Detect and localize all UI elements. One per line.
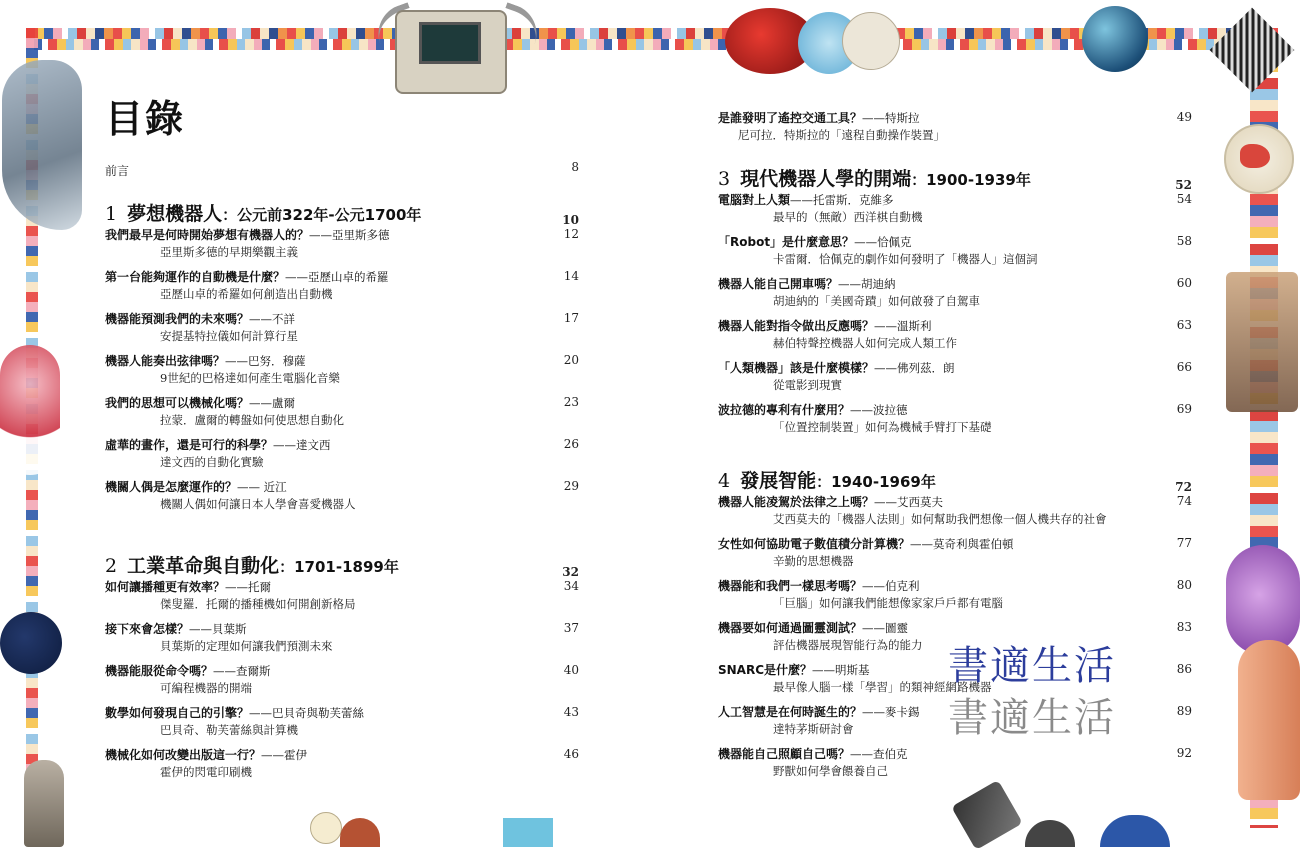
- entry-subtitle: 艾西莫夫的「機器人法則」如何幫助我們想像一個人機共存的社會: [773, 512, 1107, 526]
- entry-subtitle: 可編程機器的開端: [160, 681, 252, 695]
- entry-author: ——巴努．穆薩: [225, 354, 306, 368]
- entry-subtitle: 赫伯特聲控機器人如何完成人類工作: [773, 336, 957, 350]
- entry-subtitle: 從電影到現實: [773, 378, 842, 392]
- page-number: 63: [1176, 318, 1192, 332]
- page-number: 10: [562, 213, 579, 227]
- chapter-number: 2: [105, 555, 118, 577]
- machine-part-illustration: [340, 818, 380, 847]
- entry-author: ——伯克利: [862, 579, 920, 593]
- entry-title: 機器人能對指令做出反應嗎？: [718, 319, 875, 333]
- toc-entry[interactable]: [718, 110, 1198, 143]
- toc-entry[interactable]: [718, 746, 1198, 779]
- page-number: 66: [1176, 360, 1192, 374]
- globe-illustration: [1100, 815, 1170, 847]
- chapter-title: 現代機器人學的開端: [740, 168, 912, 190]
- page-number: 40: [563, 663, 579, 677]
- entry-subtitle: 傑叟羅．托爾的播種機如何開創新格局: [160, 597, 356, 611]
- entry-author: ——艾西莫夫: [874, 495, 944, 509]
- entry-author: ——特斯拉: [862, 111, 920, 125]
- toc-entry-preface[interactable]: [105, 160, 585, 180]
- toc-entry[interactable]: [718, 234, 1198, 267]
- page-number: 83: [1176, 620, 1192, 634]
- wheel-illustration: [1025, 820, 1075, 847]
- entry-author: ——波拉德: [850, 403, 908, 417]
- entry-title: 數學如何發現自己的引擎？: [105, 706, 250, 720]
- page-number: 60: [1176, 276, 1192, 290]
- toc-entry[interactable]: [718, 536, 1198, 569]
- entry-author: ——霍伊: [261, 748, 308, 762]
- entry-title: 電腦對上人類: [718, 193, 791, 207]
- entry-subtitle: 達特茅斯研討會: [773, 722, 854, 736]
- toc-entry[interactable]: [718, 402, 1198, 435]
- page-number: 58: [1176, 234, 1192, 248]
- entry-title: 機器人能奏出弦律嗎？: [105, 354, 226, 368]
- maze-illustration: [1210, 8, 1295, 93]
- page-number: 26: [563, 437, 579, 451]
- toc-entry[interactable]: [105, 621, 585, 654]
- entry-subtitle: 拉蒙．盧爾的轉盤如何使思想自動化: [160, 413, 344, 427]
- planet-illustration: [1082, 6, 1148, 72]
- entry-subtitle: 評估機器展現智能行為的能力: [773, 638, 923, 652]
- entry-author: ——托爾: [225, 580, 272, 594]
- vintage-computer-illustration: [395, 10, 507, 94]
- entry-title: 「Robot」是什麼意思？: [718, 235, 855, 249]
- purple-brain-illustration: [1226, 545, 1300, 655]
- robot-figure-illustration: [24, 760, 64, 847]
- entry-author: ——盧爾: [249, 396, 296, 410]
- entry-author: ——亞歷山卓的希羅: [285, 270, 389, 284]
- entry-title: 波拉德的專利有什麼用？: [718, 403, 851, 417]
- night-sky-illustration: [0, 612, 62, 674]
- page-number: 86: [1176, 662, 1192, 676]
- entry-subtitle: 安提基特拉儀如何計算行星: [160, 329, 298, 343]
- entry-author: ——查爾斯: [213, 664, 271, 678]
- lamp-illustration: [0, 345, 60, 475]
- entry-author: ——巴貝奇與勒芙蕾絲: [249, 706, 365, 720]
- chapter-heading[interactable]: [718, 167, 1198, 192]
- entry-subtitle: 卡雷爾．恰佩克的劇作如何發明了「機器人」這個詞: [773, 252, 1038, 266]
- page-number: 17: [563, 311, 579, 325]
- entry-title: 機關人偶是怎麼運作的？: [105, 480, 238, 494]
- entry-subtitle: 胡迪納的「美國奇蹟」如何啟發了自駕車: [773, 294, 980, 308]
- bulb-illustration: [310, 812, 342, 844]
- page-number: 89: [1176, 704, 1192, 718]
- entry-subtitle: 霍伊的閃電印刷機: [160, 765, 252, 779]
- page-number: 8: [571, 160, 579, 174]
- chapter-period: ：1940-1969年: [816, 473, 936, 491]
- entry-author: ——貝葉斯: [189, 622, 247, 636]
- entry-title: 機器能自己照顧自己嗎？: [718, 747, 851, 761]
- entry-title: 「人類機器」該是什麼模樣？: [718, 361, 875, 375]
- toc-entry[interactable]: [105, 227, 585, 260]
- page-number: 23: [563, 395, 579, 409]
- entry-subtitle: 尼可拉．特斯拉的「遠程自動操作裝置」: [738, 128, 945, 142]
- entry-author: ——查伯克: [850, 747, 908, 761]
- globe-illustration: [1224, 124, 1294, 194]
- entry-title: 如何讓播種更有效率？: [105, 580, 226, 594]
- entry-subtitle: 9世紀的巴格達如何產生電腦化音樂: [160, 371, 340, 385]
- chapter-period: ：1701-1899年: [279, 558, 399, 576]
- entry-subtitle: 「巨腦」如何讓我們能想像家家戶戶都有電腦: [773, 596, 1003, 610]
- entry-title: 女性如何協助電子數值積分計算機？: [718, 537, 911, 551]
- toc-entry[interactable]: [105, 269, 585, 302]
- entry-title: 是誰發明了遙控交通工具？: [718, 111, 863, 125]
- toc-entry[interactable]: [718, 494, 1198, 527]
- toc-entry[interactable]: [105, 437, 585, 470]
- chapter-period: ：1900-1939年: [911, 171, 1031, 189]
- entry-title: 機器人能凌駕於法律之上嗎？: [718, 495, 875, 509]
- toc-entry[interactable]: [105, 311, 585, 344]
- entry-title: 機器能服從命令嗎？: [105, 664, 214, 678]
- entry-subtitle: 機關人偶如何讓日本人學會喜愛機器人: [160, 497, 356, 511]
- toc-entry[interactable]: [105, 663, 585, 696]
- entry-author: ——達文西: [273, 438, 331, 452]
- entry-title: 接下來會怎樣？: [105, 622, 190, 636]
- entry-title: 我們的思想可以機械化嗎？: [105, 396, 250, 410]
- entry-subtitle: 最早的（無敵）西洋棋自動機: [773, 210, 923, 224]
- page-number: 72: [1175, 480, 1192, 494]
- entry-title: SNARC是什麼？: [718, 663, 813, 677]
- entry-title: 前言: [105, 164, 130, 178]
- entry-subtitle: 達文西的自動化實驗: [160, 455, 264, 469]
- page-number: 46: [563, 747, 579, 761]
- entry-title: 機器人能自己開車嗎？: [718, 277, 839, 291]
- entry-subtitle: 亞里斯多德的早期樂觀主義: [160, 245, 298, 259]
- toc-entry[interactable]: [718, 360, 1198, 393]
- chapter-number: 1: [105, 203, 118, 225]
- page-number: 77: [1176, 536, 1192, 550]
- entry-subtitle: 「位置控制裝置」如何為機械手臂打下基礎: [773, 420, 992, 434]
- entry-subtitle: 貝葉斯的定理如何讓我們預測未來: [160, 639, 333, 653]
- toc-entry[interactable]: [105, 395, 585, 428]
- entry-author: ——溫斯利: [874, 319, 932, 333]
- watermark-logo: 書適生活: [948, 695, 1116, 741]
- page-number: 74: [1176, 494, 1192, 508]
- entry-subtitle: 巴貝奇、勒芙蕾絲與計算機: [160, 723, 298, 737]
- chapter-period: ：公元前322年-公元1700年: [222, 206, 422, 224]
- page-number: 20: [563, 353, 579, 367]
- entry-author: ——不詳: [249, 312, 296, 326]
- page-number: 37: [563, 621, 579, 635]
- entry-title: 機器要如何通過圖靈測試？: [718, 621, 863, 635]
- page-number: 69: [1176, 402, 1192, 416]
- page-number: 14: [563, 269, 579, 283]
- toc-entry[interactable]: [718, 276, 1198, 309]
- toc-entry[interactable]: [105, 705, 585, 738]
- page-number: 54: [1176, 192, 1192, 206]
- chapter-title: 夢想機器人: [127, 203, 223, 225]
- page-title: 目錄: [105, 97, 186, 141]
- page-number: 12: [563, 227, 579, 241]
- chapter-title: 工業革命與自動化: [127, 555, 280, 577]
- watermark-logo: 書適生活: [948, 643, 1116, 689]
- hand-illustration: [1238, 640, 1300, 800]
- entry-author: ——麥卡錫: [862, 705, 920, 719]
- entry-title: 機器能預測我們的未來嗎？: [105, 312, 250, 326]
- chapter-number: 4: [718, 470, 731, 492]
- entry-subtitle: 最早像人腦一樣「學習」的類神經網路機器: [773, 680, 992, 694]
- entry-author: ——佛列茲．朗: [874, 361, 955, 375]
- entry-title: 人工智慧是在何時誕生的？: [718, 705, 863, 719]
- entry-author: ——明斯基: [812, 663, 870, 677]
- toc-entry[interactable]: [105, 479, 585, 512]
- toc-entry[interactable]: [105, 747, 585, 780]
- page-number: 29: [563, 479, 579, 493]
- entry-subtitle: 野獸如何學會餵養自己: [773, 764, 888, 778]
- page-number: 49: [1176, 110, 1192, 124]
- chapter-heading[interactable]: [105, 554, 585, 579]
- page-number: 34: [563, 579, 579, 593]
- page-number: 80: [1176, 578, 1192, 592]
- entry-title: 我們最早是何時開始夢想有機器人的？: [105, 228, 310, 242]
- chapter-number: 3: [718, 168, 731, 190]
- entry-subtitle: 辛勤的思想機器: [773, 554, 854, 568]
- entry-title: 虛華的畫作，還是可行的科學？: [105, 438, 274, 452]
- entry-author: ——托雷斯．克維多: [790, 193, 894, 207]
- entry-author: ——莫奇利與霍伯頓: [910, 537, 1014, 551]
- chapter-heading[interactable]: [718, 469, 1198, 494]
- entry-title: 機械化如何改變出版這一行？: [105, 748, 262, 762]
- toc-entry[interactable]: [105, 353, 585, 386]
- page-number: 52: [1175, 178, 1192, 192]
- toc-left-column: [105, 160, 585, 789]
- mechanical-figure-illustration: [1226, 272, 1298, 412]
- page-number: 43: [563, 705, 579, 719]
- toc-entry[interactable]: [718, 192, 1198, 225]
- chapter-title: 發展智能: [740, 470, 817, 492]
- entry-title: 機器能和我們一樣思考嗎？: [718, 579, 863, 593]
- entry-subtitle: 亞歷山卓的希羅如何創造出自動機: [160, 287, 333, 301]
- vitruvian-man-illustration: [842, 12, 900, 70]
- entry-title: 第一台能夠運作的自動機是什麼？: [105, 270, 286, 284]
- toc-entry[interactable]: [105, 579, 585, 612]
- entry-author: —— 近江: [237, 480, 287, 494]
- chapter-heading[interactable]: [105, 202, 585, 227]
- page-number: 32: [562, 565, 579, 579]
- blue-box-illustration: [503, 818, 553, 847]
- toc-entry[interactable]: [718, 578, 1198, 611]
- entry-author: ——亞里斯多德: [309, 228, 390, 242]
- entry-author: ——圖靈: [862, 621, 909, 635]
- entry-author: ——胡迪納: [838, 277, 896, 291]
- toc-entry[interactable]: [718, 318, 1198, 351]
- robot-hand-illustration: [2, 60, 82, 230]
- page-number: 92: [1176, 746, 1192, 760]
- telescope-illustration: [951, 780, 1023, 850]
- entry-author: ——恰佩克: [854, 235, 912, 249]
